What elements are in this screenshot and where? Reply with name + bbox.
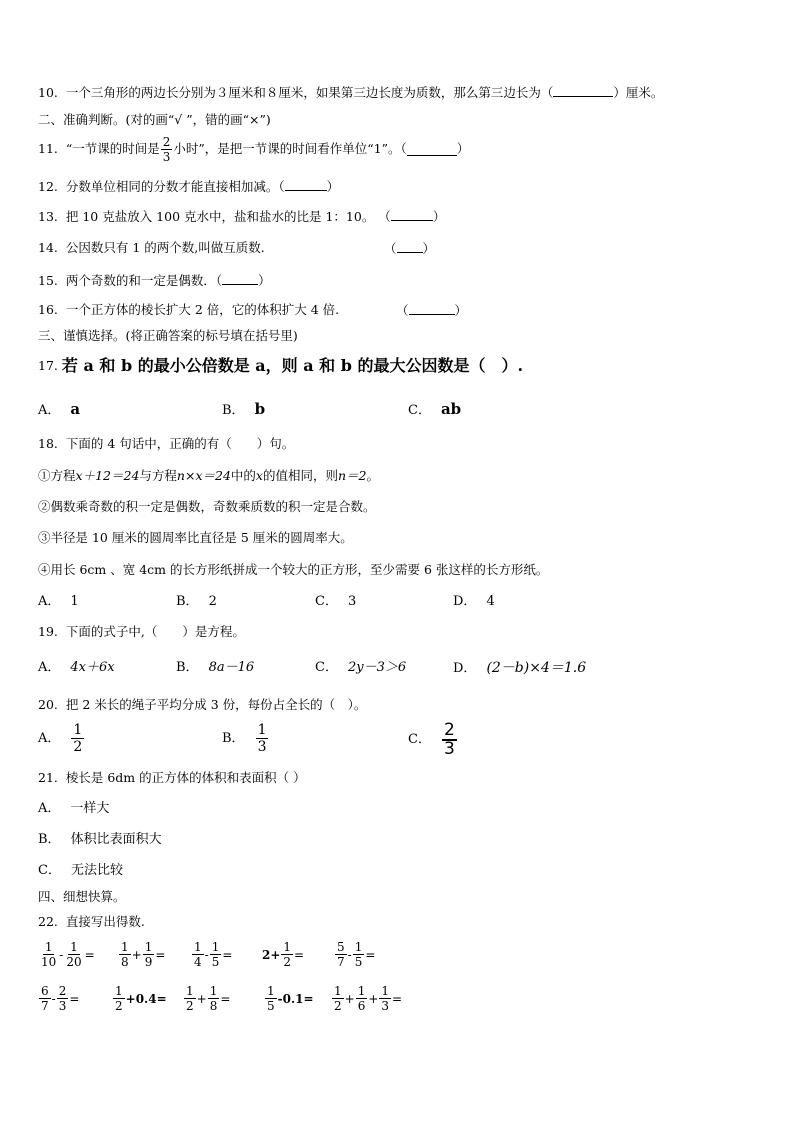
question-22 (38, 914, 145, 930)
calc-2-3 (183, 984, 230, 1013)
option-label: B． (176, 594, 199, 609)
calc-1-2 (118, 940, 165, 969)
option-b[interactable] (222, 722, 269, 755)
option-value: 8a－16 (208, 660, 255, 675)
answer-blank[interactable] (407, 143, 457, 156)
question-18 (38, 436, 294, 452)
calc-1-1 (38, 940, 95, 969)
option-c[interactable] (315, 594, 356, 610)
denominator: 5 (354, 955, 363, 969)
option-value: 2 (208, 594, 217, 609)
calc-1-5 (334, 940, 375, 969)
statement-number: ① (38, 468, 51, 483)
paren-close: ） (422, 241, 436, 256)
option-value: 3 (347, 594, 357, 609)
numerator: 2 (58, 984, 67, 998)
operator: - (204, 947, 209, 962)
fraction (57, 984, 69, 1013)
denominator: 8 (121, 955, 129, 969)
numerator: 1 (209, 984, 218, 998)
question-number: 17. (38, 358, 58, 373)
question-14 (38, 240, 265, 256)
option-b[interactable] (176, 594, 217, 610)
operand: +0.4= (125, 991, 167, 1006)
numerator: 1 (115, 984, 123, 998)
question-text: 直接写出得数. (65, 914, 145, 929)
option-a[interactable] (38, 722, 85, 755)
calc-2-2 (112, 984, 167, 1013)
question-text-tail: ） (432, 209, 446, 224)
option-value: 1 (70, 594, 79, 609)
question-13 (38, 208, 445, 225)
numerator: 1 (381, 984, 390, 998)
equals: = (220, 991, 231, 1006)
text: 。 (366, 468, 380, 483)
option-value: 4x＋6x (70, 660, 115, 675)
option-value: 体积比表面积大 (70, 832, 162, 847)
fraction (184, 984, 196, 1013)
denominator: 9 (144, 955, 153, 969)
option-value: ab (440, 400, 462, 418)
question-12 (38, 178, 339, 195)
question-text: 一个正方体的棱长扩大 2 倍，它的体积扩大 4 倍. (65, 302, 340, 317)
option-label: C． (38, 863, 61, 878)
variable: x (255, 468, 263, 483)
question-16-paren (396, 302, 467, 319)
numerator: 1 (44, 940, 53, 954)
option-c[interactable] (408, 401, 461, 419)
numerator: 5 (337, 940, 345, 954)
operand: 2+ (262, 947, 281, 962)
numerator: 1 (354, 940, 363, 954)
option-value: 2y－3＞6 (347, 660, 407, 675)
option-a[interactable] (38, 594, 79, 610)
fraction (143, 940, 155, 969)
calc-1-3 (191, 940, 232, 969)
equals: = (222, 947, 233, 962)
section-3-heading: 三、谨慎选择。(将正确答案的标号填在括号里) (38, 328, 298, 343)
denominator: 2 (73, 739, 83, 755)
denominator: 3 (58, 999, 67, 1013)
question-text: 下面的 4 句话中，正确的有（ ）句。 (65, 436, 295, 451)
fraction (210, 940, 222, 969)
denominator: 10 (41, 955, 57, 969)
fraction (192, 940, 204, 969)
numerator: 1 (186, 984, 194, 998)
option-d[interactable] (453, 660, 586, 677)
denominator: 2 (334, 999, 342, 1013)
option-label: C． (315, 594, 338, 609)
numerator: 1 (257, 722, 267, 738)
option-label: A． (38, 594, 61, 609)
option-label: B． (176, 660, 199, 675)
fraction (442, 722, 457, 758)
statement-2: ②偶数乘奇数的积一定是偶数，奇数乘质数的积一定是合数。 (38, 499, 376, 514)
fraction (64, 940, 83, 969)
denominator: 4 (194, 955, 202, 969)
operator: + (196, 991, 207, 1006)
question-text: 棱长是 6dm 的正方体的体积和表面积（ ） (65, 770, 306, 785)
equation: n＝2 (338, 468, 367, 483)
question-15 (38, 272, 271, 289)
fraction (265, 984, 277, 1013)
paren-close: ） (454, 303, 468, 318)
paren-open: （ (384, 241, 397, 256)
question-text: “一节课的时间是 (65, 141, 160, 156)
question-text-tail: ） (258, 273, 271, 288)
question-text: 把 2 米长的绳子平均分成 3 份，每份占全长的（ ）。 (65, 697, 367, 712)
calc-2-5 (331, 984, 402, 1013)
denominator: 5 (267, 999, 275, 1013)
fraction (379, 984, 391, 1013)
fraction (208, 984, 220, 1013)
denominator: 20 (66, 955, 82, 969)
question-14-paren (384, 240, 435, 257)
denominator: 3 (257, 739, 267, 755)
option-c[interactable] (408, 722, 458, 758)
denominator: 6 (357, 999, 366, 1013)
option-label: C． (408, 732, 431, 747)
answer-blank[interactable] (553, 84, 613, 97)
fraction (39, 984, 51, 1013)
numerator: 2 (443, 720, 455, 740)
option-d[interactable] (453, 594, 495, 610)
equals: = (155, 947, 166, 962)
statement-3: ③半径是 10 厘米的圆周率比直径是 5 厘米的圆周率大。 (38, 530, 353, 545)
section-4-heading: 四、细想快算。 (38, 889, 126, 904)
question-16 (38, 302, 339, 318)
numerator: 1 (70, 940, 78, 954)
question-number: 10. (38, 85, 58, 100)
option-b[interactable] (176, 660, 254, 676)
operator: + (131, 947, 142, 962)
answer-blank[interactable] (397, 240, 423, 253)
question-number: 13. (38, 209, 58, 224)
question-text: 两个奇数的和一定是偶数．（ (65, 273, 223, 288)
option-label: A． (38, 660, 61, 675)
denominator: 2 (186, 999, 194, 1013)
answer-blank[interactable] (391, 208, 433, 221)
numerator: 1 (144, 940, 153, 954)
calc-2-4 (264, 984, 314, 1013)
equals: = (84, 947, 95, 962)
option-label: A． (38, 801, 61, 816)
denominator: 2 (115, 999, 123, 1013)
numerator: 1 (267, 984, 275, 998)
equals: = (69, 991, 80, 1006)
equals: = (294, 947, 305, 962)
denominator: 3 (443, 739, 455, 759)
numerator: 2 (162, 134, 171, 149)
equals: = (392, 991, 403, 1006)
numerator: 1 (121, 940, 129, 954)
equation: n×x＝24 (176, 468, 231, 483)
fraction (71, 722, 84, 755)
question-text-tail: ） (326, 179, 340, 194)
numerator: 1 (357, 984, 366, 998)
question-10 (38, 84, 663, 101)
question-20 (38, 697, 366, 713)
option-label: B． (222, 403, 245, 418)
numerator: 1 (194, 940, 202, 954)
option-b[interactable] (38, 832, 162, 848)
option-value: 4 (486, 594, 495, 609)
question-text: 分数单位相同的分数才能直接相加减。（ (65, 179, 285, 194)
text: 中的 (230, 468, 256, 483)
fraction (119, 940, 131, 969)
numerator: 1 (73, 722, 83, 738)
calc-1-4 (262, 940, 304, 969)
denominator: 7 (337, 955, 345, 969)
statement-1 (38, 468, 379, 484)
fraction (335, 940, 347, 969)
question-21 (38, 770, 306, 786)
denominator: 8 (209, 999, 218, 1013)
option-label: A． (38, 403, 61, 418)
question-number: 14. (38, 240, 58, 255)
question-19 (38, 624, 245, 640)
text: 的值相同，则 (262, 468, 338, 483)
question-17 (38, 358, 523, 374)
option-label: D． (453, 594, 477, 609)
fraction (113, 984, 125, 1013)
operator: - (59, 947, 64, 962)
option-label: A． (38, 730, 61, 746)
denominator: 2 (283, 955, 292, 969)
option-value: 无法比较 (70, 863, 123, 878)
option-label: D． (453, 661, 477, 676)
question-text: 若 a 和 b 的最小公倍数是 a，则 a 和 b 的最大公因数是（ ）. (61, 356, 524, 375)
option-b[interactable] (222, 401, 265, 419)
question-text-tail: ） (456, 141, 470, 156)
option-label: C． (408, 403, 431, 418)
option-label: B． (222, 730, 245, 746)
fraction (39, 940, 58, 969)
option-a[interactable] (38, 401, 80, 419)
question-number: 20. (38, 697, 58, 712)
calc-2-1 (38, 984, 79, 1013)
answer-blank[interactable] (285, 178, 327, 191)
question-text: 一个三角形的两边长分别为３厘米和８厘米，如果第三边长度为质数，那么第三边长为（ (65, 85, 554, 100)
section-2-heading: 二、准确判断。(对的画“√ ”，错的画“×”) (38, 112, 271, 127)
question-number: 11. (38, 141, 58, 156)
question-text: 下面的式子中,（ ）是方程。 (65, 624, 245, 639)
question-number: 21. (38, 770, 58, 785)
fraction (353, 940, 365, 969)
equals: = (365, 947, 376, 962)
fraction (332, 984, 344, 1013)
numerator: 1 (283, 940, 292, 954)
option-value: (2－b)×4＝1.6 (486, 660, 587, 676)
operator: + (368, 991, 379, 1006)
denominator: 7 (41, 999, 49, 1013)
option-label: B． (38, 832, 61, 847)
question-number: 22. (38, 914, 58, 929)
numerator: 1 (211, 940, 220, 954)
question-number: 12. (38, 179, 58, 194)
answer-blank[interactable] (409, 302, 455, 315)
fraction (161, 135, 173, 164)
question-text-tail: ）厘米。 (613, 85, 664, 100)
question-number: 15. (38, 273, 58, 288)
question-text-post: 小时”，是把一节课的时间看作单位“1”。（ (173, 141, 407, 156)
question-number: 19. (38, 624, 58, 639)
operator: + (344, 991, 355, 1006)
option-value: 一样大 (70, 801, 110, 816)
answer-blank[interactable] (222, 272, 258, 285)
equation: x＋12＝24 (75, 468, 140, 483)
denominator: 5 (211, 955, 220, 969)
option-value: a (70, 400, 81, 418)
operator: - (347, 947, 352, 962)
option-a[interactable] (38, 660, 115, 676)
option-a[interactable] (38, 801, 109, 817)
operand: -0.1= (277, 991, 314, 1006)
denominator: 3 (381, 999, 390, 1013)
denominator: 3 (162, 149, 171, 164)
question-text: 把 10 克盐放入 100 克水中，盐和盐水的比是 1：10。 （ (65, 209, 391, 224)
numerator: 6 (41, 984, 49, 998)
text: 方程 (50, 468, 76, 483)
question-number: 16. (38, 302, 58, 317)
text: 与方程 (139, 468, 177, 483)
question-11 (38, 134, 469, 164)
question-text: 公因数只有 1 的两个数,叫做互质数. (65, 240, 265, 255)
option-c[interactable] (38, 863, 123, 879)
numerator: 1 (334, 984, 342, 998)
option-label: C． (315, 660, 338, 675)
statement-4: ④用长 6cm 、宽 4cm 的长方形纸拼成一个较大的正方形，至少需要 6 张这样的长方形纸。 (38, 562, 549, 577)
option-value: b (254, 400, 266, 418)
paren-open: （ (396, 303, 409, 318)
operator: - (51, 991, 56, 1006)
fraction (356, 984, 368, 1013)
question-number: 18. (38, 436, 58, 451)
fraction (256, 722, 269, 755)
fraction (281, 940, 293, 969)
option-c[interactable] (315, 660, 406, 676)
